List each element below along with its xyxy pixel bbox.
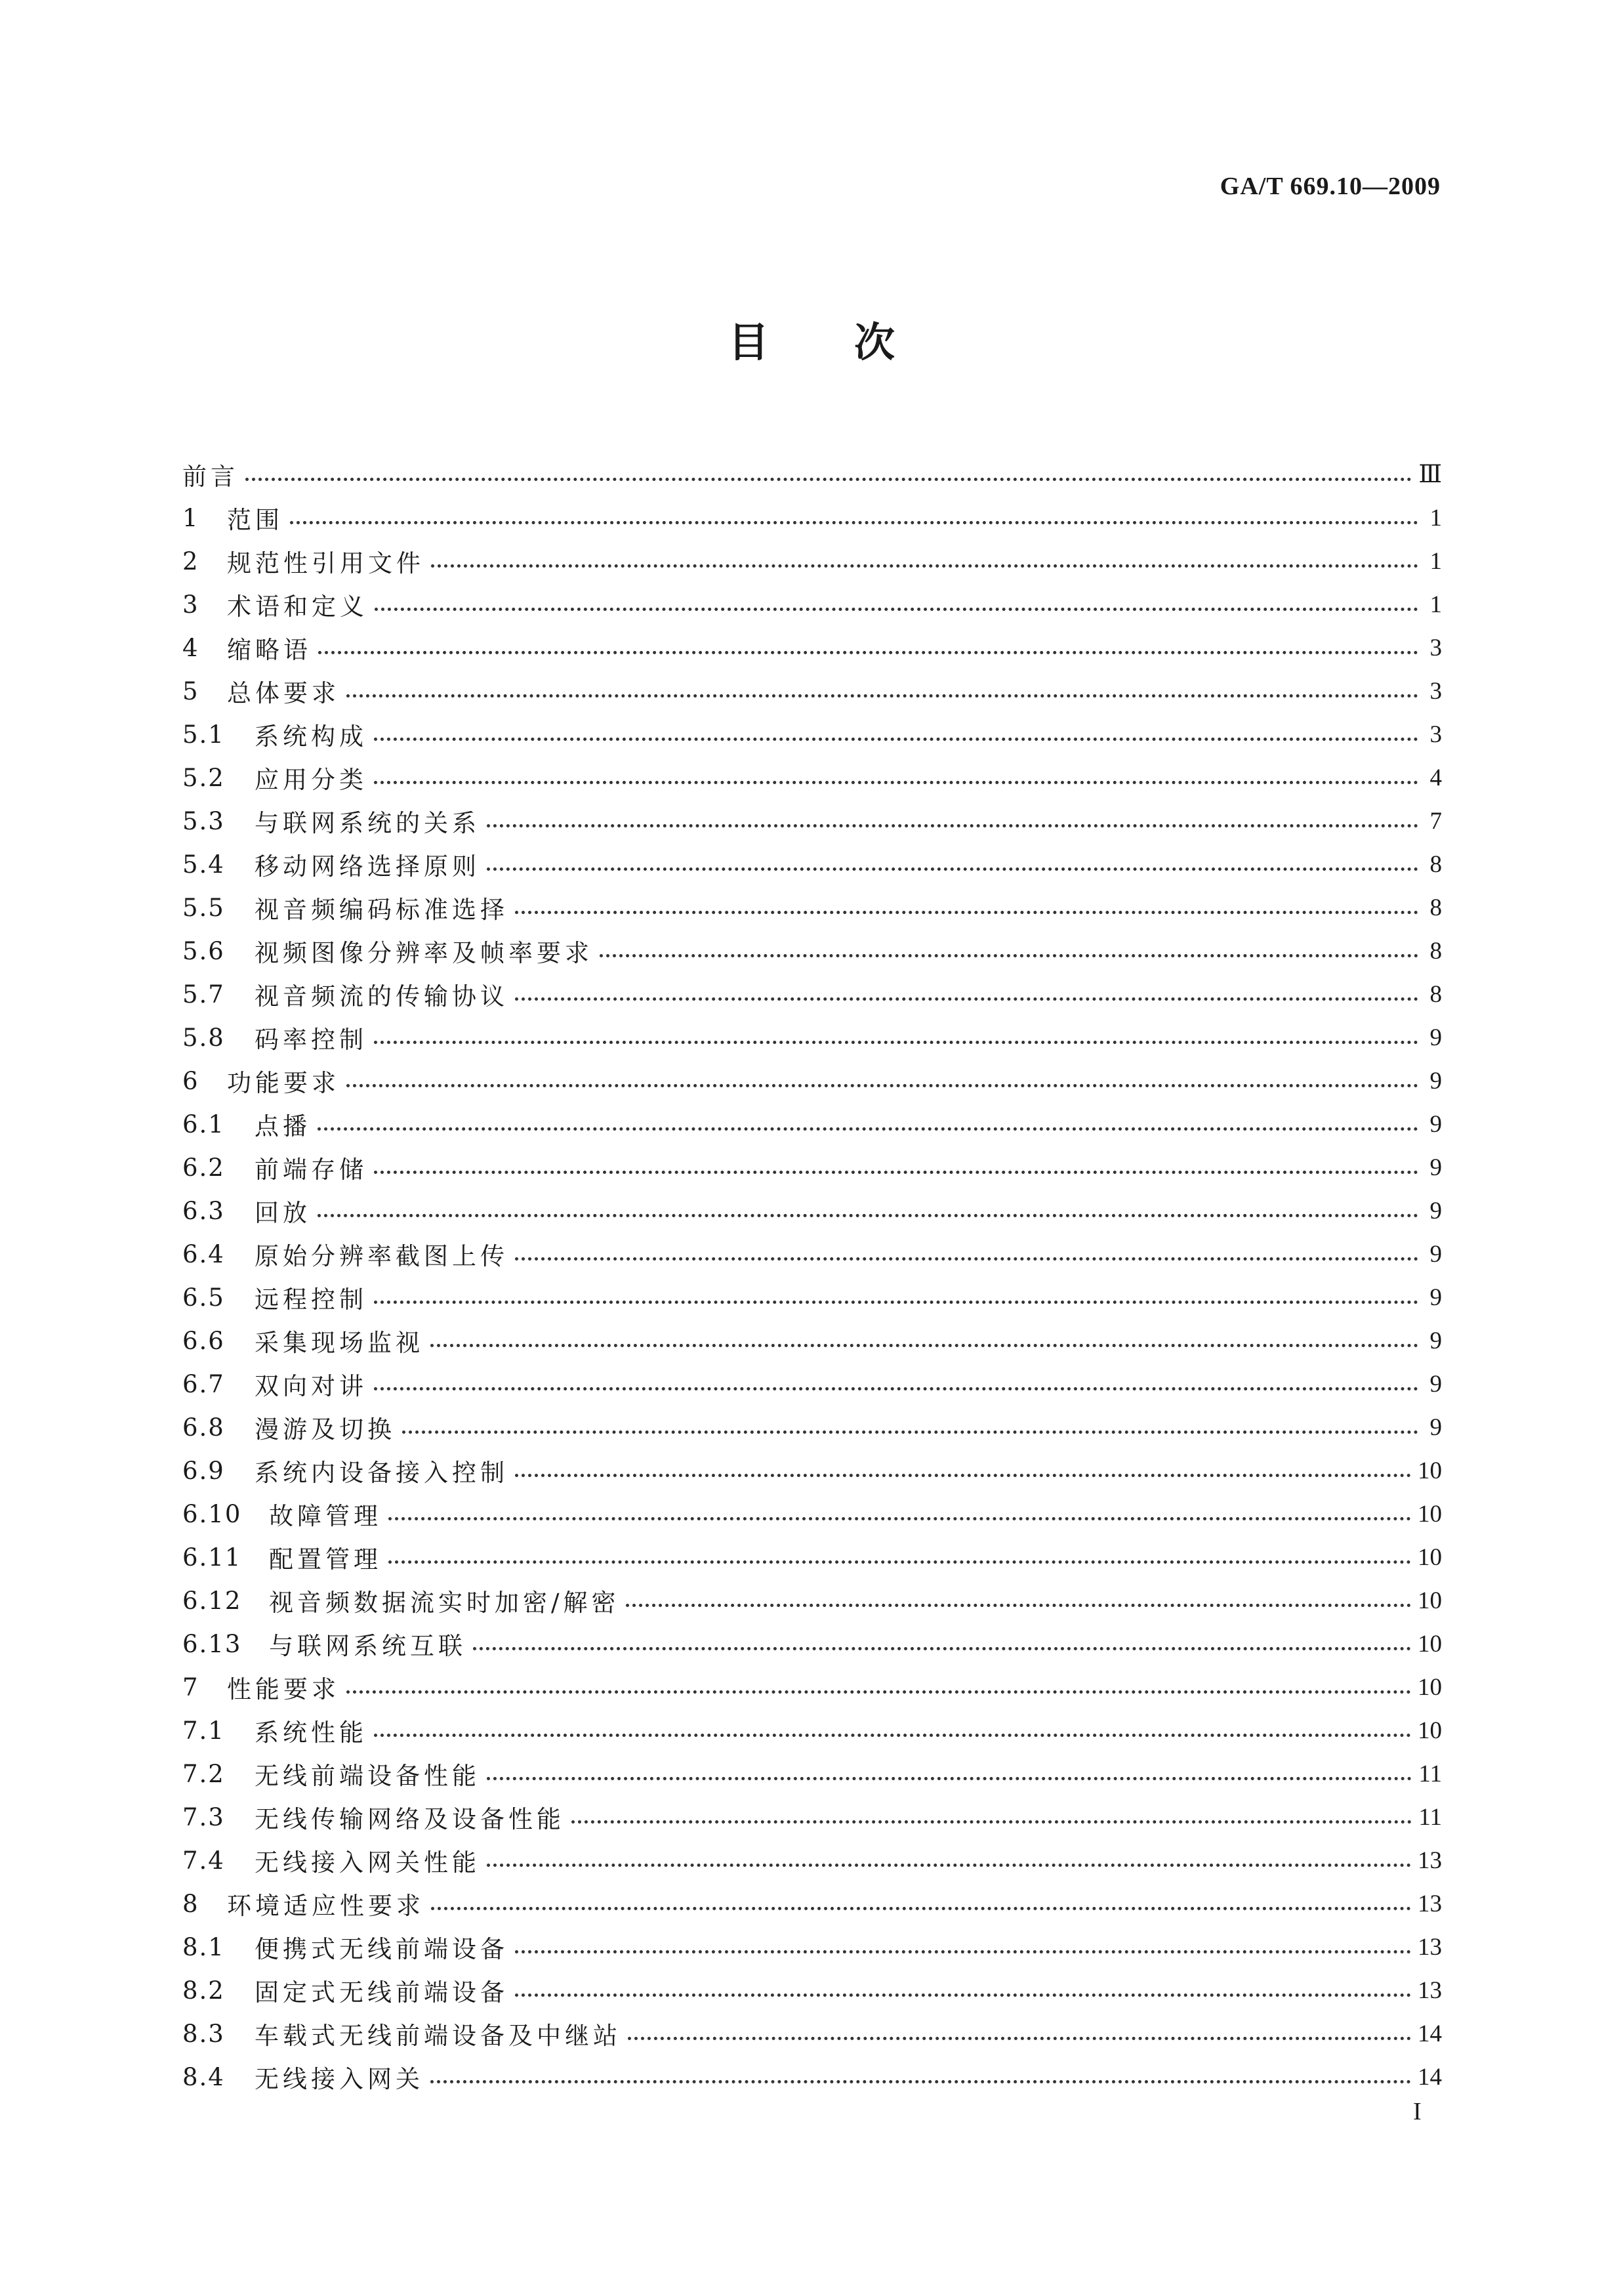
toc-entry-number: 4: [182, 633, 199, 662]
toc-leader-dots: [515, 1241, 1418, 1267]
toc-entry-title: 无线前端设备性能: [255, 1762, 480, 1790]
toc-entry[interactable]: [182, 1622, 1442, 1665]
toc-leader-dots: [346, 1674, 1411, 1700]
toc-entry-page: 14: [1418, 2020, 1442, 2047]
standard-number: GA/T 669.10—2009: [1220, 173, 1441, 200]
toc-entry-title: 固定式无线前端设备: [255, 1978, 508, 2007]
toc-entry-number: 8.1: [182, 1932, 225, 1961]
toc-leader-dots: [374, 1717, 1411, 1743]
title-char-1: 目: [728, 318, 769, 366]
toc-entry-title: 车载式无线前端设备及中继站: [255, 2022, 621, 2050]
toc-entry-number: 2: [182, 547, 199, 575]
toc-entry[interactable]: [182, 1535, 1442, 1579]
toc-entry-number: 6: [182, 1066, 199, 1095]
toc-entry[interactable]: [182, 799, 1442, 843]
toc-entry[interactable]: [182, 1449, 1442, 1492]
toc-leader-dots: [487, 808, 1418, 834]
toc-entry-number: 7.2: [182, 1759, 225, 1788]
toc-entry-page: 14: [1418, 2063, 1442, 2091]
toc-leader-dots: [318, 635, 1418, 661]
toc-leader-dots: [290, 505, 1418, 531]
toc-entry-number: 5.2: [182, 763, 225, 792]
toc-leader-dots: [402, 1414, 1418, 1440]
toc-entry-page: 10: [1418, 1717, 1442, 1744]
toc-entry-page: 9: [1429, 1413, 1442, 1441]
toc-entry-title: 采集现场监视: [255, 1329, 424, 1357]
toc-entry[interactable]: [182, 929, 1442, 972]
toc-entry[interactable]: [182, 2012, 1442, 2055]
toc-leader-dots: [318, 1111, 1418, 1137]
toc-leader-dots: [515, 1934, 1411, 1960]
toc-entry-number: 8: [182, 1889, 199, 1918]
toc-entry-page: 10: [1418, 1500, 1442, 1528]
toc-entry-page: 10: [1418, 1587, 1442, 1614]
toc-entry-page: 9: [1429, 1110, 1442, 1138]
toc-entry-title: 视频图像分辨率及帧率要求: [255, 939, 593, 967]
toc-entry-number: 6.3: [182, 1196, 225, 1225]
toc-entry-page: 9: [1429, 1240, 1442, 1268]
toc-entry-number: 6.4: [182, 1240, 225, 1268]
toc-entry-page: 3: [1429, 677, 1442, 705]
toc-leader-dots: [571, 1804, 1412, 1830]
toc-entry-number: 5.7: [182, 980, 225, 1009]
toc-entry-page: 8: [1429, 980, 1442, 1008]
toc-entry-number: 7: [182, 1673, 199, 1701]
toc-entry[interactable]: [182, 1059, 1442, 1102]
toc-leader-dots: [515, 981, 1418, 1007]
toc-entry-title: 术语和定义: [227, 593, 368, 621]
toc-entry-title: 视音频流的传输协议: [255, 982, 508, 1011]
toc-entry[interactable]: [182, 1189, 1442, 1232]
toc-entry-title: 功能要求: [227, 1069, 340, 1097]
toc-entry-page: 8: [1429, 894, 1442, 921]
toc-entry-title: 无线接入网关: [255, 2065, 424, 2093]
toc-entry-number: 5: [182, 677, 199, 705]
toc-entry-page: 1: [1429, 547, 1442, 575]
toc-entry[interactable]: [182, 2055, 1442, 2098]
toc-entry-title: 无线接入网关性能: [255, 1848, 480, 1877]
toc-entry[interactable]: [182, 583, 1442, 626]
toc-leader-dots: [515, 1977, 1411, 2003]
toc-entry-title: 远程控制: [255, 1285, 367, 1314]
toc-entry[interactable]: [182, 496, 1442, 539]
toc-leader-dots: [430, 2064, 1411, 2090]
toc-entry[interactable]: [182, 1146, 1442, 1189]
toc-leader-dots: [600, 938, 1418, 964]
toc-entry-title: 系统构成: [255, 722, 367, 751]
toc-entry-page: 9: [1429, 1327, 1442, 1354]
toc-entry-number: 7.1: [182, 1716, 225, 1745]
toc-entry[interactable]: [182, 669, 1442, 713]
toc-entry-title: 前言: [182, 463, 239, 491]
toc-entry[interactable]: [182, 1232, 1442, 1276]
toc-leader-dots: [374, 1024, 1418, 1051]
toc-entry[interactable]: [182, 1406, 1442, 1449]
toc-entry-page: 11: [1418, 1803, 1442, 1831]
toc-leader-dots: [346, 678, 1418, 704]
toc-entry-number: 5.5: [182, 893, 225, 922]
toc-leader-dots: [431, 1890, 1411, 1917]
toc-entry-number: 6.6: [182, 1326, 225, 1355]
toc-entry[interactable]: [182, 1839, 1442, 1882]
toc-entry-title: 移动网络选择原则: [255, 852, 480, 881]
toc-entry[interactable]: [182, 1102, 1442, 1146]
toc-entry-number: 5.8: [182, 1023, 225, 1052]
toc-leader-dots: [487, 1761, 1412, 1787]
toc-entry-page: 3: [1429, 720, 1442, 748]
toc-entry-title: 与联网系统的关系: [255, 809, 480, 837]
toc-entry-title: 范围: [227, 506, 283, 534]
toc-entry-number: 8.3: [182, 2019, 225, 2048]
toc-leader-dots: [245, 461, 1412, 488]
toc-entry[interactable]: [182, 1925, 1442, 1969]
toc-entry-number: 8.4: [182, 2062, 225, 2091]
toc-entry-page: 7: [1429, 807, 1442, 835]
toc-entry-title: 双向对讲: [255, 1372, 367, 1400]
toc-entry-title: 点播: [255, 1112, 311, 1140]
toc-entry-title: 视音频编码标准选择: [255, 896, 508, 924]
toc-entry[interactable]: [182, 1795, 1442, 1839]
toc-entry-title: 应用分类: [255, 766, 367, 794]
toc-entry-number: 6.5: [182, 1283, 225, 1312]
toc-leader-dots: [375, 591, 1418, 617]
toc-entry-title: 与联网系统互联: [269, 1632, 466, 1660]
toc-entry-page: 13: [1418, 1890, 1442, 1917]
toc-leader-dots: [628, 2020, 1411, 2047]
toc-entry-page: 8: [1429, 937, 1442, 965]
toc-entry[interactable]: [182, 886, 1442, 929]
toc-entry-title: 原始分辨率截图上传: [255, 1242, 508, 1270]
toc-leader-dots: [374, 1371, 1418, 1397]
toc-entry[interactable]: [182, 1492, 1442, 1535]
toc-entry-page: 9: [1429, 1370, 1442, 1398]
toc-entry-page: 10: [1418, 1673, 1442, 1701]
toc-entry-number: 5.1: [182, 720, 225, 749]
toc-entry[interactable]: [182, 1579, 1442, 1622]
toc-entry[interactable]: [182, 972, 1442, 1016]
toc-entry-title: 缩略语: [227, 636, 312, 664]
toc-entry-number: 5.6: [182, 936, 225, 965]
toc-entry-number: 7.4: [182, 1846, 225, 1875]
toc-entry-title: 规范性引用文件: [227, 549, 424, 577]
toc-entry-number: 6.9: [182, 1456, 225, 1485]
toc-entry-number: 7.3: [182, 1803, 225, 1831]
toc-entry-number: 6.7: [182, 1369, 225, 1398]
toc-entry-number: 1: [182, 503, 199, 532]
toc-entry[interactable]: [182, 713, 1442, 756]
toc-entry-title: 系统内设备接入控制: [255, 1459, 508, 1487]
toc-entry[interactable]: [182, 453, 1442, 496]
toc-entry-number: 6.8: [182, 1413, 225, 1442]
toc-leader-dots: [473, 1631, 1411, 1657]
title-char-2: 次: [854, 318, 895, 366]
toc-entry-number: 3: [182, 590, 199, 619]
toc-entry-title: 系统性能: [255, 1719, 367, 1747]
page-title: [0, 310, 1623, 368]
toc-leader-dots: [430, 1327, 1418, 1354]
toc-entry-title: 码率控制: [255, 1026, 367, 1054]
toc-entry-title: 回放: [255, 1199, 311, 1227]
toc-entry-page: 9: [1429, 1067, 1442, 1095]
page-folio: I: [1413, 2098, 1422, 2125]
toc-entry-page: 10: [1418, 1630, 1442, 1658]
toc-entry-title: 便携式无线前端设备: [255, 1935, 508, 1963]
toc-leader-dots: [388, 1544, 1411, 1570]
toc-leader-dots: [318, 1198, 1418, 1224]
toc-entry[interactable]: [182, 1882, 1442, 1925]
toc-entry-page: 3: [1429, 634, 1442, 661]
toc-entry[interactable]: [182, 1709, 1442, 1752]
toc-entry[interactable]: [182, 1362, 1442, 1406]
toc-entry[interactable]: [182, 843, 1442, 886]
toc-leader-dots: [487, 1847, 1411, 1873]
toc-entry-page: 9: [1429, 1154, 1442, 1181]
toc-entry-title: 无线传输网络及设备性能: [255, 1805, 565, 1833]
toc-entry-title: 视音频数据流实时加密/解密: [269, 1589, 620, 1617]
toc-leader-dots: [374, 764, 1418, 791]
toc-entry-page: 9: [1429, 1024, 1442, 1051]
toc-entry[interactable]: [182, 1665, 1442, 1709]
toc-entry-number: 6.2: [182, 1153, 225, 1182]
toc-entry-page: 10: [1418, 1543, 1442, 1571]
toc-entry[interactable]: [182, 1319, 1442, 1362]
toc-entry-page: 10: [1418, 1457, 1442, 1484]
toc-leader-dots: [346, 1068, 1418, 1094]
toc-entry-page: 13: [1418, 1976, 1442, 2004]
toc-entry-page: 13: [1418, 1933, 1442, 1961]
toc-entry-page: 11: [1418, 1760, 1442, 1787]
toc-leader-dots: [626, 1587, 1411, 1614]
toc-entry[interactable]: [182, 1016, 1442, 1059]
toc-entry[interactable]: [182, 1276, 1442, 1319]
toc-entry[interactable]: [182, 626, 1442, 669]
toc-entry-number: 8.2: [182, 1976, 225, 2005]
toc-entry-page: Ⅲ: [1418, 461, 1442, 488]
toc-entry-title: 总体要求: [227, 679, 340, 707]
toc-entry-number: 5.4: [182, 850, 225, 879]
toc-entry-number: 6.12: [182, 1586, 242, 1615]
toc-entry[interactable]: [182, 756, 1442, 799]
toc-entry-title: 环境适应性要求: [227, 1892, 424, 1920]
toc-leader-dots: [374, 1154, 1418, 1180]
toc-entry-title: 故障管理: [269, 1502, 382, 1530]
toc-entry-page: 1: [1429, 504, 1442, 532]
toc-leader-dots: [431, 548, 1418, 574]
toc-entry-page: 13: [1418, 1847, 1442, 1874]
toc-leader-dots: [515, 1457, 1411, 1484]
toc-entry[interactable]: [182, 539, 1442, 583]
toc-entry-number: 6.1: [182, 1110, 225, 1138]
toc-entry-page: 4: [1429, 764, 1442, 791]
toc-entry-title: 漫游及切换: [255, 1415, 396, 1444]
toc-entry-number: 6.10: [182, 1499, 242, 1528]
toc-leader-dots: [515, 894, 1418, 921]
toc-entry-title: 前端存储: [255, 1156, 367, 1184]
toc-entry-page: 9: [1429, 1197, 1442, 1224]
toc-entry-number: 6.13: [182, 1629, 242, 1658]
toc-entry-number: 6.11: [182, 1543, 242, 1572]
toc-leader-dots: [388, 1501, 1411, 1527]
toc-entry-page: 8: [1429, 850, 1442, 878]
toc-entry-number: 5.3: [182, 806, 225, 835]
toc-entry-title: 性能要求: [227, 1675, 340, 1703]
toc-entry[interactable]: [182, 1752, 1442, 1795]
toc-leader-dots: [374, 1284, 1418, 1310]
toc-entry-page: 1: [1429, 591, 1442, 618]
toc-leader-dots: [487, 851, 1418, 877]
toc-entry[interactable]: [182, 1969, 1442, 2012]
toc-leader-dots: [374, 721, 1418, 747]
table-of-contents: [182, 453, 1442, 2098]
toc-entry-page: 9: [1429, 1284, 1442, 1311]
toc-entry-title: 配置管理: [269, 1545, 382, 1574]
